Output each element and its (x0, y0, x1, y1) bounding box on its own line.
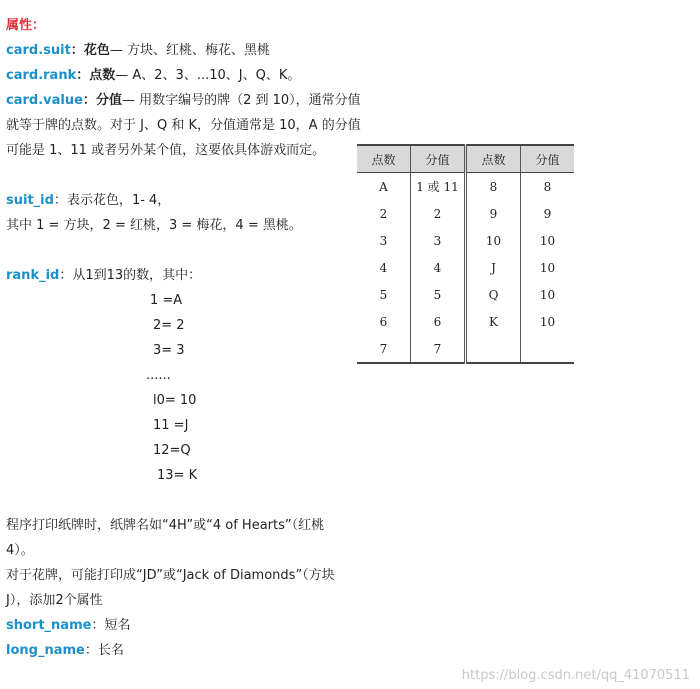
print-note-line-4: J），添加2个属性 (6, 593, 103, 608)
table-header-row (357, 145, 574, 173)
rank-line (6, 67, 300, 85)
value-line-3: 可能是 1、11 或者另外某个值，这要依具体游戏而定。 (6, 143, 326, 158)
table-cell: 8 (466, 173, 521, 201)
long-name-desc: ：长名 (84, 643, 124, 658)
value-key: card.value (6, 93, 83, 108)
table-cell: 10 (466, 227, 521, 254)
rank-map-item: l0= 10 (153, 393, 197, 408)
rank-map-item: 3= 3 (153, 343, 185, 358)
header-value: 分值 (521, 145, 575, 173)
rank-key: card.rank (6, 68, 77, 83)
table-cell: Q (466, 281, 521, 308)
rank-map-item: ...... (146, 368, 171, 383)
table-cell: A (379, 179, 388, 194)
table-cell: 2 (411, 200, 466, 227)
short-name-desc: ：短名 (91, 618, 131, 633)
table-cell: 5 (411, 281, 466, 308)
short-name-line (6, 617, 130, 635)
suit-id-desc: ：表示花色，1- 4， (53, 193, 171, 208)
table-cell: J (466, 254, 521, 281)
header-value: 分值 (411, 145, 466, 173)
suit-desc: — 方块、红桃、梅花、黑桃 (109, 43, 270, 58)
table-row (357, 173, 574, 201)
long-name-key: long_name (6, 643, 85, 658)
table-cell: 4 (379, 260, 388, 275)
table-cell: 1 或 11 (411, 173, 466, 201)
table-row (357, 254, 574, 281)
rank-map-item: 11 =J (153, 418, 189, 433)
rank-id-key: rank_id (6, 268, 60, 283)
value-term: 分值 (95, 93, 122, 108)
table-cell (521, 335, 575, 363)
suit-id-key: suit_id (6, 193, 54, 208)
table-cell: 3 (411, 227, 466, 254)
table-cell: 10 (521, 254, 575, 281)
value-desc: — 用数字编号的牌（2 到 10），通常分值 (121, 93, 361, 108)
suit-key: card.suit (6, 43, 71, 58)
suit-line (6, 42, 270, 60)
table-cell: K (466, 308, 521, 335)
table-row (357, 227, 574, 254)
rank-id-desc: ：从1到13的数，其中： (59, 268, 202, 283)
table-cell: 7 (411, 335, 466, 363)
table-cell: 5 (379, 287, 388, 302)
watermark: https://blog.csdn.net/qq_41070511 (461, 668, 690, 683)
section-heading: 属性： (6, 18, 46, 33)
table-cell: 9 (521, 200, 575, 227)
value-line-2: 就等于牌的点数。对于 J、Q 和 K，分值通常是 10，A 的分值 (6, 118, 361, 133)
rank-desc: — A、2、3、...10、J、Q、K。 (115, 68, 301, 83)
table-cell: 7 (379, 341, 388, 356)
table-row (357, 308, 574, 335)
rank-id-line (6, 267, 201, 285)
value-sep: ： (82, 93, 96, 108)
print-note-line-3: 对于花牌，可能打印成“JD”或“Jack of Diamonds”（方块 (6, 568, 335, 583)
suit-id-line-2: 其中 1 = 方块，2 = 红桃，3 = 梅花，4 = 黑桃。 (6, 218, 302, 233)
rank-sep: ： (76, 68, 90, 83)
value-line (6, 92, 361, 110)
print-note-line-1: 程序打印纸牌时，纸牌名如“4H”或“4 of Hearts”（红桃 (6, 518, 325, 533)
table-cell: 6 (411, 308, 466, 335)
table-cell: 10 (521, 281, 575, 308)
table-cell: 9 (466, 200, 521, 227)
short-name-key: short_name (6, 618, 92, 633)
table-cell: 3 (379, 233, 388, 248)
suit-id-line (6, 192, 170, 210)
table-cell: 4 (411, 254, 466, 281)
table-cell: 2 (379, 206, 388, 221)
suit-sep: ： (70, 43, 84, 58)
table-cell: 6 (379, 314, 388, 329)
table-row (357, 335, 574, 363)
rank-map-item: 1 =A (150, 293, 183, 308)
rank-map-item: 13= K (157, 468, 198, 483)
table-row (357, 200, 574, 227)
rank-value-table (357, 144, 574, 364)
table-cell: 10 (521, 308, 575, 335)
rank-map-item: 12=Q (153, 443, 191, 458)
rank-term: 点数 (89, 68, 116, 83)
table-row (357, 281, 574, 308)
long-name-line (6, 642, 124, 660)
rank-map-item: 2= 2 (153, 318, 185, 333)
print-note-line-2: 4）。 (6, 543, 34, 558)
suit-term: 花色 (83, 43, 110, 58)
table-cell: 8 (521, 173, 575, 201)
table-cell (466, 335, 521, 363)
header-rank: 点数 (357, 145, 411, 173)
header-rank: 点数 (466, 145, 521, 173)
table-cell: 10 (521, 227, 575, 254)
